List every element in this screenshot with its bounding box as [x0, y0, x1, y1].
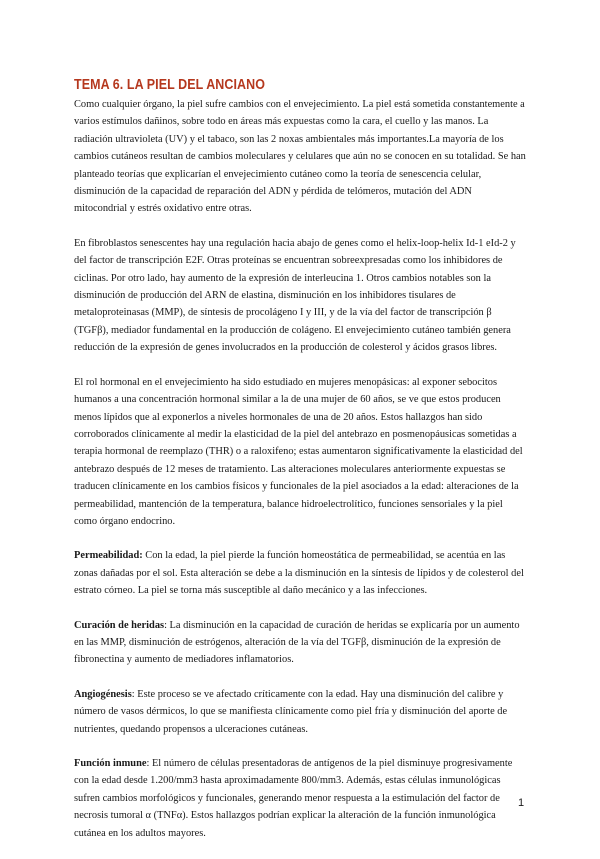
paragraph-text: En fibroblastos senescentes hay una regulación hacia abajo de genes como el helix-loop-helix Id-1 eId-2 y del factor de transcripción E2F. Otras proteínas se encuentran sobreexpresadas como los inhibidores de ciclinas. Por otro lado, hay aumento de la expresión de interleucina 1. Otros cambios notables son la disminución de producción del ARN de elastina, disminución en los inhibidores tisulares de metaloproteinasas (MMP), de síntesis de procolágeno I y III, y de la vía del factor de transcripción β (TGFβ), mediador fundamental en la producción de colágeno. El envejecimiento cutáneo también genera reducción de la expresión de genes involucrados en la producción de colesterol y ácidos grasos libres. — [74, 237, 516, 354]
paragraph-text: Con la edad, la piel pierde la función homeostática de permeabilidad, se acentúa en las zonas dañadas por el sol. Esta alteración se debe a la disminución en la síntesis de lípidos y de colesterol del estrato córneo. La piel se torna más susceptible al daño mecánico y a las infecciones. — [74, 550, 524, 597]
paragraph-label: Permeabilidad: — [74, 550, 143, 562]
paragraph-text: Como cualquier órgano, la piel sufre cambios con el envejecimiento. La piel está sometida constantemente a varios estímulos dañinos, sobre todo en áreas más expuestas como la cara, el cuello y las manos. La radiación ultravioleta (UV) y el tabaco, son las 2 noxas ambientales más importantes.La mayoría de los cambios cutáneos resultan de cambios moleculares y celulares que aún no se conocen en su totalidad. Se han planteado teorías que explicarían el envejecimiento cutáneo como la teoría de senescencia celular, disminución de la capacidad de reparación del ADN y pérdida de telómeros, mutación del ADN mitocondrial y estrés oxidativo entre otras. — [74, 99, 526, 215]
paragraph-fibroblasts — [74, 235, 526, 357]
paragraph-label: Angiogénesis — [74, 688, 132, 700]
paragraph-funcion-inmune — [74, 755, 526, 842]
paragraph-curacion — [74, 617, 526, 669]
paragraph-hormonal — [74, 374, 526, 531]
paragraph-text: : Este proceso se ve afectado críticamente con la edad. Hay una disminución del calibre y número de vasos dérmicos, lo que se manifiesta clínicamente como piel fría y disminución del aporte de nutrientes, quedando propensos a ulceraciones cutáneas. — [74, 688, 508, 735]
paragraph-label: Curación de heridas — [74, 619, 165, 631]
paragraph-label: Función inmune — [74, 758, 147, 769]
document-body — [74, 96, 526, 859]
page-number: 1 — [518, 797, 525, 809]
paragraph-text: El rol hormonal en el envejecimiento ha sido estudiado en mujeres menopásicas: al exponer sebocitos humanos a una concentración hormonal similar a la de una mujer de 60 años, se ve que estos producen menos lípidos que al exponerlos a niveles hormonales de una de 20 años. Estos hallazgos han sido corroborados clínicamente al medir la elasticidad de la piel del antebrazo en posmenopáusicas sometidas a terapia hormonal de reemplazo (THR) o a raloxifeno; estas aumentaron significativamente la elasticidad del antebrazo después de 12 meses de tratamiento. Las alteraciones moleculares anteriormente expuestas se traducen clínicamente en los cambios físicos y funcionales de la piel asociados a la edad: alteraciones de la permeabilidad, mantención de la temperatura, balance hidroelectrolítico, funciones sensoriales y la piel como órgano endocrino. — [74, 376, 523, 527]
paragraph-angiogenesis — [74, 686, 526, 738]
paragraph-permeabilidad — [74, 547, 526, 599]
paragraph-text: : El número de células presentadoras de antígenos de la piel disminuye progresivamente con la edad desde 1.200/mm3 hasta aproximadamente 800/mm3. Además, estas células inmunológicas sufren cambios morfológicos y funcionales, generando menor respuesta a la estimulación del factor de necrosis tumoral α (TNFα). Estos hallazgos podrían explicar la alteración de la función inmunológica cutánea en los adultos mayores. — [74, 758, 513, 839]
document-title: TEMA 6. LA PIEL DEL ANCIANO — [74, 77, 266, 93]
paragraph-intro — [74, 96, 526, 218]
paragraph-text: : La disminución en la capacidad de curación de heridas se explicaría por un aumento en las MMP, disminución de estrógenos, alteración de la vía del TGFβ, disminución de la expresión de fibronectina y aumento de mediadores inflamatorios. — [74, 619, 520, 666]
